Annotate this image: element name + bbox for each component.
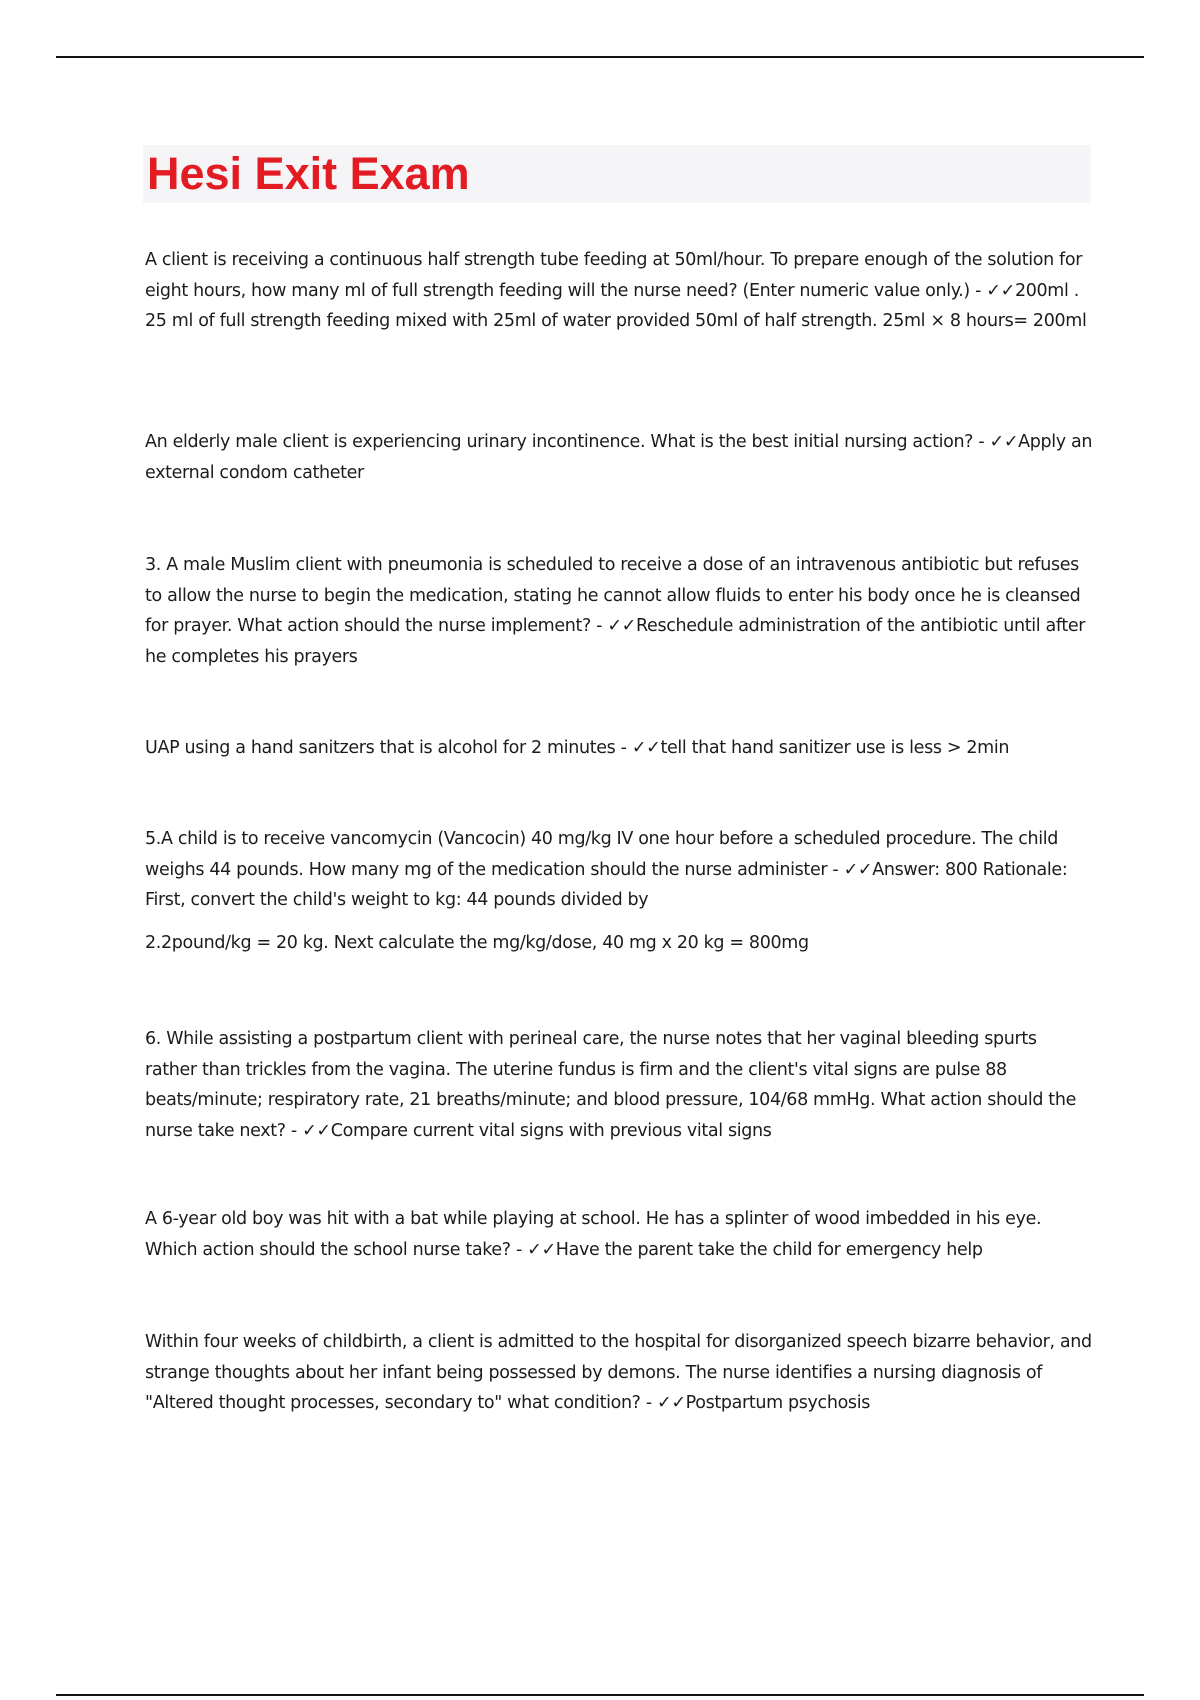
separator: - [969,280,987,301]
answer-text: 200ml . 25 ml of full strength feeding mixed with 25ml of water provided 50ml of half strength. 25ml × 8 hours= 200ml [145,280,1087,331]
qa-item-5 [145,824,1093,958]
question-text: Within four weeks of childbirth, a client is admitted to the hospital for disorganized speech bizarre behavior, and strange thoughts about her infant being possessed by demons. The nurse identifies a nursing diagnosis of "Altered thought processes, secondary to" what condition? [145,1332,1092,1413]
check-icon: ✓✓ [986,280,1015,301]
separator: - [640,1393,658,1413]
page-title: Hesi Exit Exam [147,148,470,199]
qa-item-4 [145,733,1093,764]
qa-item-3 [145,550,1093,672]
answer-text: Reschedule administration of the antibiotic until after he completes his prayers [145,616,1086,667]
check-icon: ✓✓ [989,432,1019,452]
check-icon: ✓✓ [631,738,661,758]
qa-item-7 [145,1204,1093,1265]
qa-item-6 [145,1024,1093,1146]
answer-text: Answer: 800 Rationale: First, convert the child's weight to kg: 44 pounds divided by [145,859,1068,910]
separator: - [285,1120,303,1141]
qa-item-2 [145,427,1093,488]
check-icon: ✓✓ [302,1120,331,1141]
bottom-divider [56,1694,1144,1696]
question-text: A client is receiving a continuous half strength tube feeding at 50ml/hour. To prepare enough of the solution for eight hours, how many ml of full strength feeding will the nurse need? (Enter numeric value only.) [145,250,1083,301]
question-text: An elderly male client is experiencing urinary incontinence. What is the best initial nursing action? [145,432,974,452]
question-text: 6. While assisting a postpartum client with perineal care, the nurse notes that her vaginal bleeding spurts rather than trickles from the vagina. The uterine fundus is firm and the client's vital signs are pulse 88 beats/minute; respiratory rate, 21 breaths/minute; and blood pressure, 104/68 mmHg. What action should the nurse take next? [145,1029,1076,1141]
separator: - [510,1239,528,1260]
answer-text: Apply an external condom catheter [145,432,1093,483]
answer-text: Have the parent take the child for emergency help [555,1239,983,1260]
answer-continuation: 2.2pound/kg = 20 kg. Next calculate the mg/kg/dose, 40 mg x 20 kg = 800mg [145,932,809,953]
qa-item-1 [145,245,1093,337]
check-icon: ✓✓ [843,859,873,880]
answer-text: tell that hand sanitizer use is less > 2min [660,738,1010,758]
separator: - [827,859,844,880]
check-icon: ✓✓ [657,1393,686,1413]
check-icon: ✓✓ [607,616,636,636]
answer-text: Postpartum psychosis [685,1393,870,1413]
title-banner [143,145,1091,203]
separator: - [590,616,608,636]
question-text: UAP using a hand sanitzers that is alcohol for 2 minutes [145,738,616,758]
separator: - [973,432,990,452]
check-icon: ✓✓ [527,1239,556,1260]
top-divider [56,56,1144,58]
separator: - [615,738,632,758]
question-text: 3. A male Muslim client with pneumonia is scheduled to receive a dose of an intravenous antibiotic but refuses to allow the nurse to begin the medication, stating he cannot allow fluids to enter his body once he is cleansed for prayer. What action should the nurse implement? [145,555,1081,636]
question-text: A 6-year old boy was hit with a bat while playing at school. He has a splinter of wood imbedded in his eye. Which action should the school nurse take? [145,1209,1042,1260]
question-text: 5.A child is to receive vancomycin (Vancocin) 40 mg/kg IV one hour before a scheduled procedure. The child weighs 44 pounds. How many mg of the medication should the nurse administer [145,829,1059,880]
qa-item-8 [145,1327,1093,1419]
answer-text: Compare current vital signs with previous vital signs [330,1120,772,1141]
